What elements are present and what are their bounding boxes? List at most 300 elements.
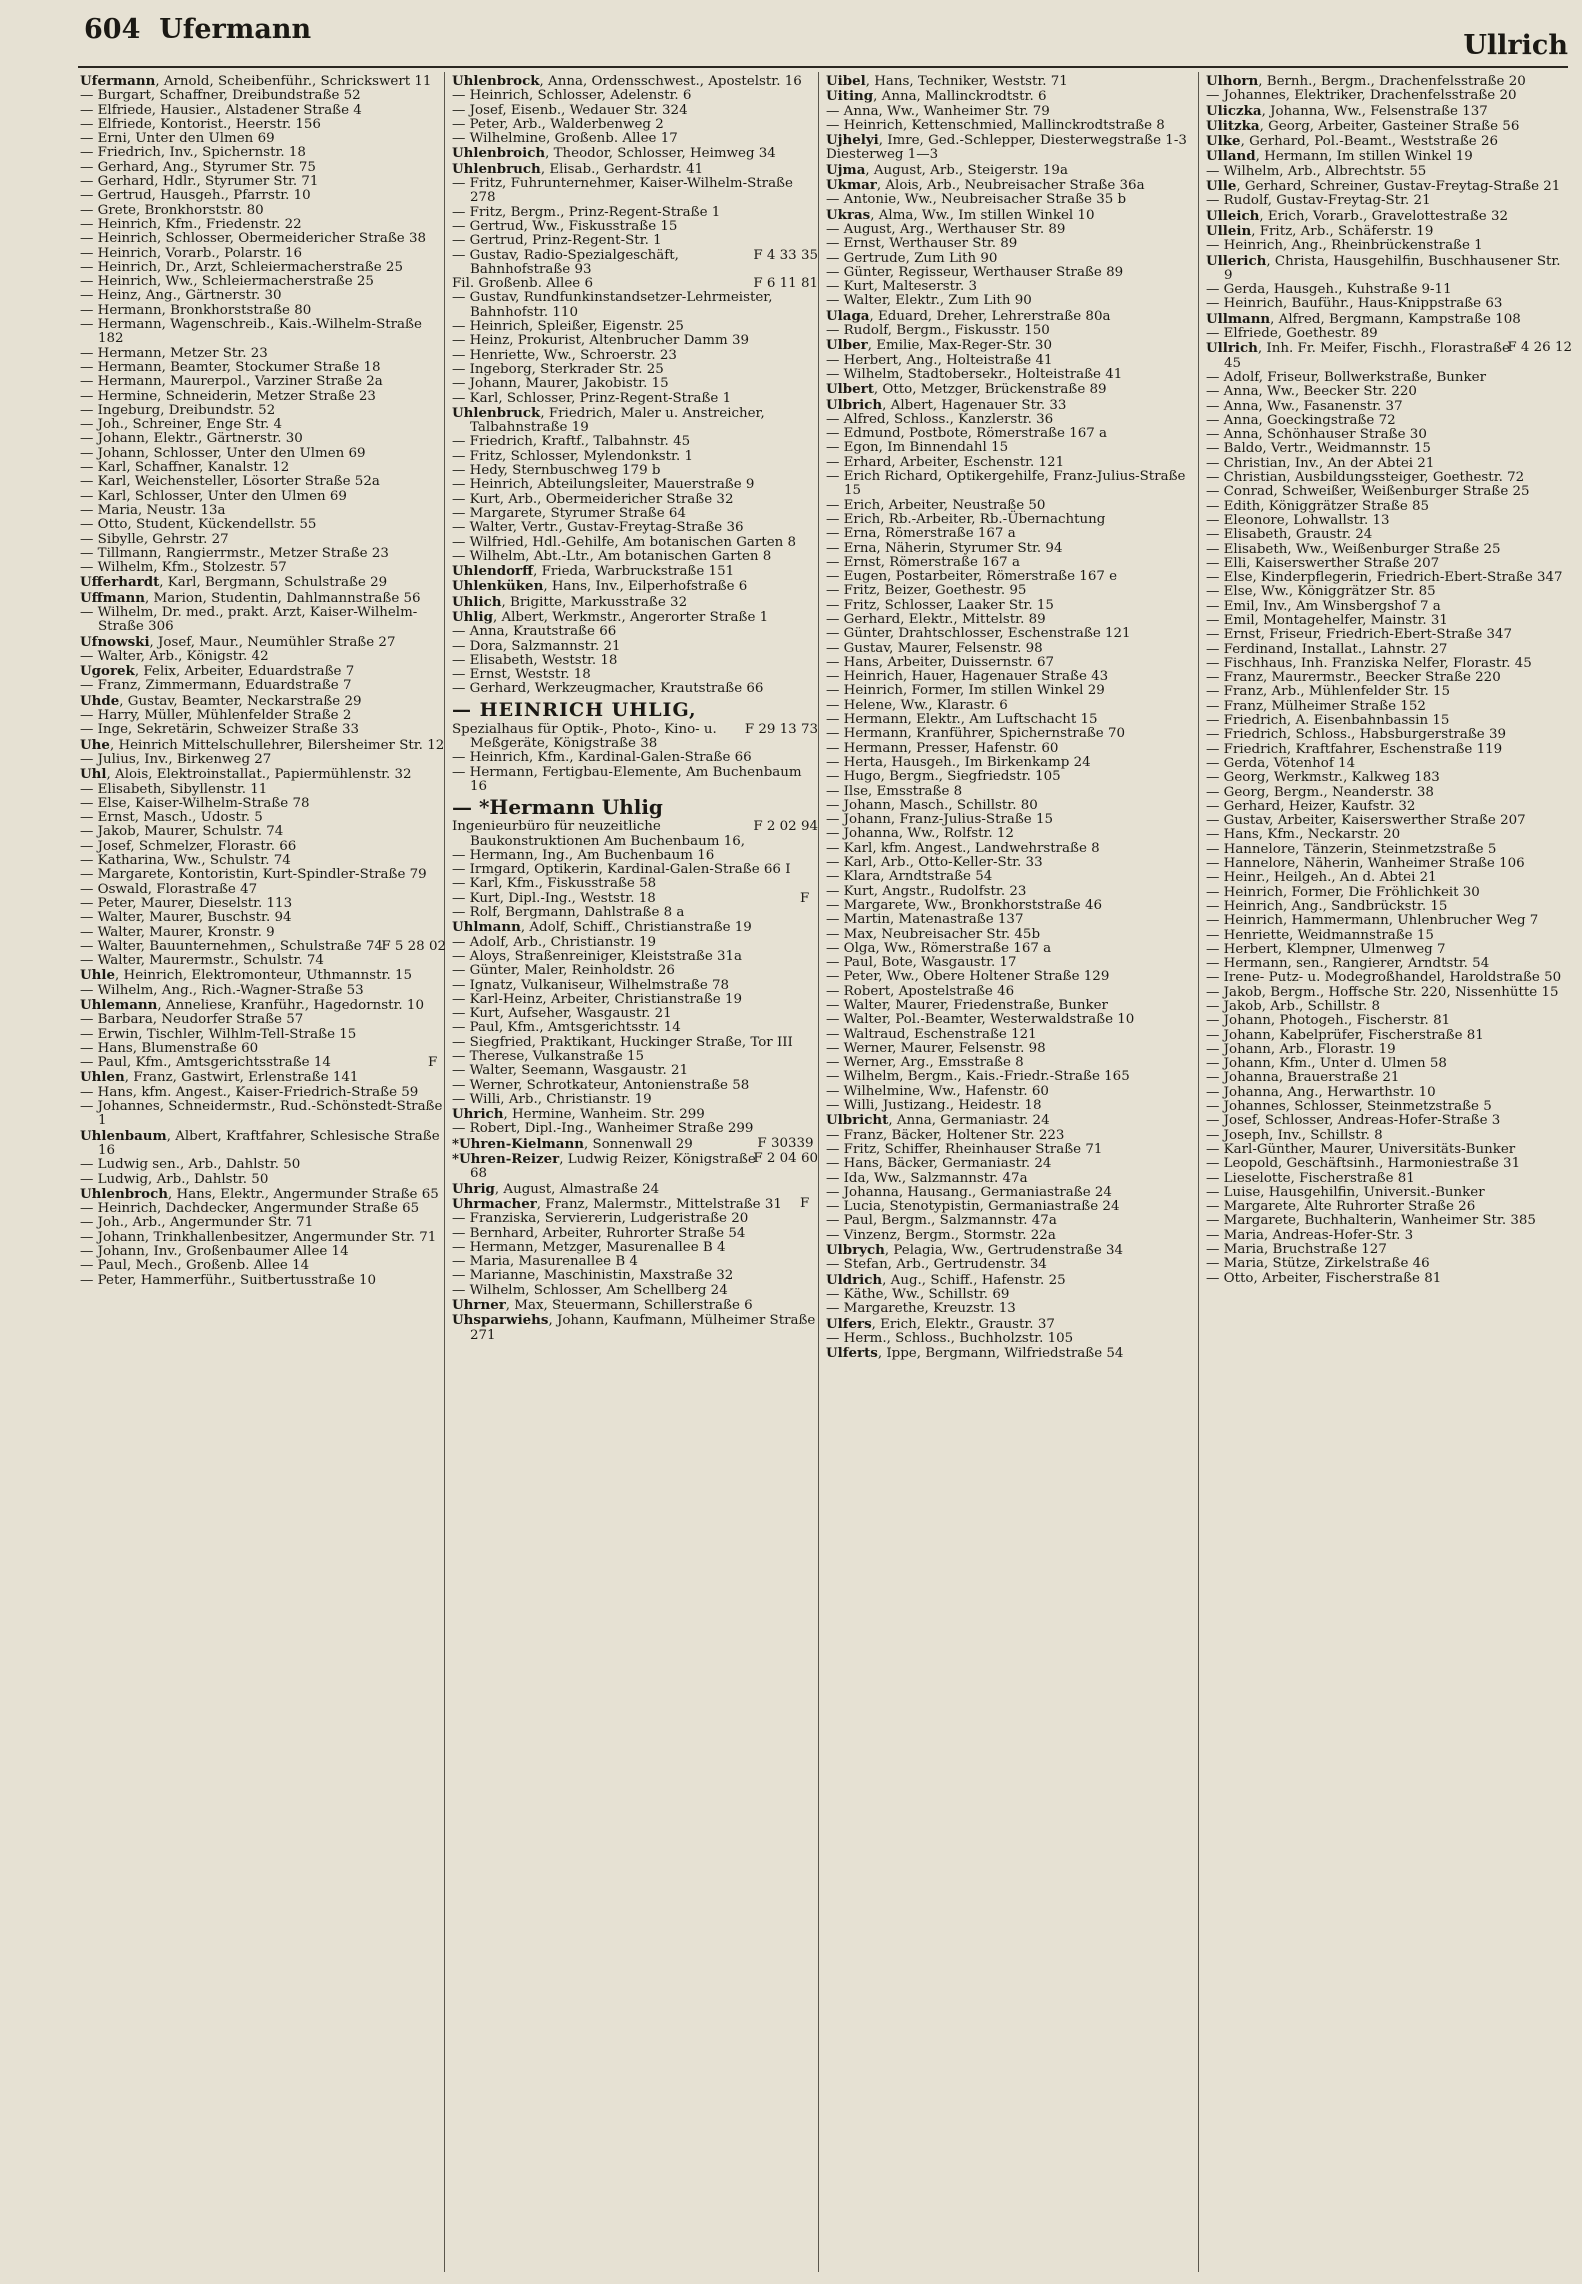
directory-entry bbox=[826, 456, 1192, 470]
directory-entry bbox=[80, 797, 446, 811]
entry-text: — Heinrich, Vorarb., Polarstr. 16 bbox=[80, 245, 303, 261]
directory-entry bbox=[452, 1227, 818, 1241]
directory-entry bbox=[80, 1173, 446, 1187]
directory-entry bbox=[452, 162, 818, 177]
column-4 bbox=[1206, 74, 1572, 2284]
phone-number: F 30339 bbox=[757, 1135, 814, 1151]
surname: Uiting bbox=[826, 88, 874, 105]
directory-entry bbox=[1206, 871, 1572, 885]
directory-entry bbox=[452, 993, 818, 1007]
directory-entry bbox=[1206, 543, 1572, 557]
entry-text: — Gerhard, Werkzeugmacher, Krautstraße 66 bbox=[452, 681, 764, 697]
entry-text: — Karl-Günther, Maurer, Universitäts-Bunker bbox=[1206, 1141, 1516, 1157]
entry-text: — Karl, Schlosser, Prinz-Regent-Straße 1 bbox=[452, 390, 732, 406]
directory-entry bbox=[452, 1036, 818, 1050]
directory-entry bbox=[1206, 414, 1572, 428]
directory-entry bbox=[826, 684, 1192, 698]
entry-text: — Kurt, Aufseher, Wasgaustr. 21 bbox=[452, 1006, 672, 1022]
entry-text: — Edith, Königgrätzer Straße 85 bbox=[1206, 498, 1430, 514]
entry-text: — Luise, Hausgehilfin, Universit.-Bunker bbox=[1206, 1184, 1485, 1200]
directory-entry bbox=[80, 375, 446, 389]
directory-entry bbox=[1206, 1129, 1572, 1143]
directory-entry bbox=[80, 911, 446, 925]
surname: Ulitzka bbox=[1206, 117, 1260, 134]
entry-text: — Vinzenz, Bergm., Stormstr. 22a bbox=[826, 1227, 1056, 1243]
entry-text: — Gerda, Hausgeh., Kuhstraße 9-11 bbox=[1206, 282, 1452, 298]
directory-entry bbox=[80, 650, 446, 664]
directory-entry bbox=[80, 1259, 446, 1273]
entry-text: — Otto, Arbeiter, Fischerstraße 81 bbox=[1206, 1270, 1442, 1286]
directory-entry bbox=[826, 1346, 1192, 1361]
directory-entry bbox=[826, 527, 1192, 541]
directory-entry bbox=[452, 723, 818, 752]
entry-text: — Paul, Kfm., Amtsgerichtsstr. 14 bbox=[452, 1020, 681, 1036]
directory-entry bbox=[452, 220, 818, 234]
entry-text: — Gustav, Arbeiter, Kaiserswerther Straße 207 bbox=[1206, 813, 1526, 829]
directory-entry bbox=[826, 913, 1192, 927]
directory-entry bbox=[80, 954, 446, 968]
entry-text: Uhlmann, Adolf, Schiff., Christianstraße 19 bbox=[452, 919, 752, 936]
directory-entry bbox=[1206, 685, 1572, 699]
entry-text: — Therese, Vulkanstraße 15 bbox=[452, 1049, 645, 1064]
directory-entry bbox=[1206, 312, 1572, 327]
entry-text: — *Hermann Uhlig bbox=[452, 795, 663, 820]
directory-entry bbox=[1206, 457, 1572, 471]
directory-entry bbox=[452, 863, 818, 877]
directory-entry bbox=[452, 849, 818, 863]
directory-entry bbox=[1206, 957, 1572, 971]
directory-entry bbox=[826, 627, 1192, 641]
directory-entry bbox=[452, 74, 818, 89]
directory-entry bbox=[826, 556, 1192, 570]
directory-entry bbox=[1206, 557, 1572, 571]
directory-entry bbox=[1206, 74, 1572, 89]
directory-entry bbox=[452, 1021, 818, 1035]
entry-text: — Elfriede, Goethestr. 89 bbox=[1206, 326, 1378, 342]
entry-text: — Johanna, Hausang., Germaniastraße 24 bbox=[826, 1184, 1112, 1200]
entry-text: — Emil, Inv., Am Winsbergshof 7 a bbox=[1206, 598, 1441, 614]
entry-text: — Margarete, Styrumer Straße 64 bbox=[452, 505, 686, 521]
entry-text: — Ernst, Werthauser Str. 89 bbox=[826, 236, 1018, 252]
entry-text: — Gerda, Vötenhof 14 bbox=[1206, 755, 1356, 771]
entry-text: — Elli, Kaiserswerther Straße 207 bbox=[1206, 555, 1440, 571]
directory-entry bbox=[80, 679, 446, 693]
directory-entry bbox=[826, 105, 1192, 119]
directory-entry bbox=[1206, 179, 1572, 194]
surname: Ulleich bbox=[1206, 207, 1260, 224]
entry-text: — Gustav, Rundfunkinstandsetzer-Lehrmeister, Bahnhofstr. 110 bbox=[452, 290, 773, 320]
surname: Uhlenküken bbox=[452, 578, 544, 595]
entry-text: — Gertrud, Hausgeh., Pfarrstr. 10 bbox=[80, 188, 311, 204]
entry-text: — Bernhard, Arbeiter, Ruhrorter Straße 54 bbox=[452, 1225, 746, 1241]
directory-entry bbox=[1206, 571, 1572, 585]
directory-entry bbox=[452, 964, 818, 978]
directory-entry bbox=[452, 206, 818, 220]
directory-entry bbox=[80, 547, 446, 561]
entry-text: — Kurt, Angstr., Rudolfstr. 23 bbox=[826, 883, 1027, 899]
surname: Uhlenbroich bbox=[452, 145, 546, 162]
entry-text: — Walter, Seemann, Wasgaustr. 21 bbox=[452, 1063, 689, 1079]
entry-text: — HEINRICH UHLIG, bbox=[452, 698, 697, 721]
surname: Ulfers bbox=[826, 1315, 872, 1332]
directory-entry bbox=[452, 936, 818, 950]
entry-text: *Uhren-Reizer, Ludwig Reizer, Königstraße 68 bbox=[452, 1151, 756, 1182]
directory-entry bbox=[452, 682, 818, 696]
entry-text: Uhlich, Brigitte, Markusstraße 32 bbox=[452, 593, 688, 610]
entry-text: — Fritz, Schlosser, Laaker Str. 15 bbox=[826, 597, 1054, 613]
directory-entry bbox=[1206, 89, 1572, 103]
entry-text: — Barbara, Neudorfer Straße 57 bbox=[80, 1012, 304, 1028]
directory-entry bbox=[1206, 1000, 1572, 1014]
surname: Ulke bbox=[1206, 133, 1241, 150]
directory-entry bbox=[452, 493, 818, 507]
directory-entry bbox=[1206, 771, 1572, 785]
entry-text: — Paul, Bote, Wasgaustr. 17 bbox=[826, 955, 1017, 971]
directory-entry bbox=[452, 579, 818, 594]
directory-entry bbox=[1206, 1200, 1572, 1214]
directory-entry bbox=[1206, 500, 1572, 514]
directory-entry bbox=[826, 799, 1192, 813]
entry-text: — Gerhard, Heizer, Kaufstr. 32 bbox=[1206, 798, 1416, 814]
directory-entry bbox=[826, 89, 1192, 104]
directory-entry bbox=[826, 1332, 1192, 1346]
entry-text: — Fritz, Beizer, Goethestr. 95 bbox=[826, 583, 1027, 599]
entry-text: — Wilhelm, Bergm., Kais.-Friedr.-Straße 165 bbox=[826, 1069, 1130, 1085]
directory-entry bbox=[826, 613, 1192, 627]
entry-text: — Sibylle, Gehrstr. 27 bbox=[80, 531, 229, 547]
entry-text: — Hermann, Bronkhorststraße 80 bbox=[80, 302, 312, 318]
directory-entry bbox=[826, 742, 1192, 756]
directory-entry bbox=[452, 1212, 818, 1226]
directory-entry bbox=[80, 461, 446, 475]
entry-text: — Gertrud, Ww., Fiskusstraße 15 bbox=[452, 218, 678, 234]
directory-entry bbox=[80, 347, 446, 361]
surname: Ulle bbox=[1206, 178, 1237, 195]
directory-entry bbox=[826, 870, 1192, 884]
entry-text: — Ernst, Friseur, Friedrich-Ebert-Straße 347 bbox=[1206, 627, 1513, 643]
entry-text: Uldrich, Aug., Schiff., Hafenstr. 25 bbox=[826, 1271, 1066, 1288]
entry-text: Ulke, Gerhard, Pol.-Beamt., Weststraße 26 bbox=[1206, 133, 1499, 150]
entry-text: — Johann, Trinkhallenbesitzer, Angermunder Str. 71 bbox=[80, 1229, 437, 1245]
directory-entry bbox=[1206, 857, 1572, 871]
entry-text: — Gertrud, Prinz-Regent-Str. 1 bbox=[452, 233, 662, 249]
directory-entry bbox=[452, 550, 818, 564]
directory-entry bbox=[80, 432, 446, 446]
directory-entry bbox=[452, 1007, 818, 1021]
directory-entry bbox=[1206, 929, 1572, 943]
entry-text: — Ingeborg, Sterkrader Str. 25 bbox=[452, 361, 664, 377]
entry-text: — Walter, Elektr., Zum Lith 90 bbox=[826, 293, 1032, 309]
entry-text: — Karl, Schaffner, Kanalstr. 12 bbox=[80, 460, 290, 476]
directory-entry bbox=[80, 1231, 446, 1245]
entry-text: — August, Arg., Werthauser Str. 89 bbox=[826, 221, 1066, 237]
entry-text: — Max, Neubreisacher Str. 45b bbox=[826, 926, 1041, 942]
directory-entry bbox=[1206, 914, 1572, 928]
directory-entry bbox=[1206, 900, 1572, 914]
directory-entry bbox=[1206, 327, 1572, 341]
entry-text: — Alfred, Schloss., Kanzlerstr. 36 bbox=[826, 411, 1054, 427]
directory-entry bbox=[80, 723, 446, 737]
directory-entry bbox=[80, 664, 446, 679]
directory-entry bbox=[80, 118, 446, 132]
directory-entry bbox=[80, 783, 446, 797]
directory-entry bbox=[452, 1241, 818, 1255]
entry-text: — Stefan, Arb., Gertrudenstr. 34 bbox=[826, 1257, 1047, 1273]
entry-text: — Oswald, Florastraße 47 bbox=[80, 881, 258, 897]
entry-text: — Elisabeth, Ww., Weißenburger Straße 25 bbox=[1206, 541, 1501, 557]
directory-entry bbox=[1206, 800, 1572, 814]
directory-entry bbox=[826, 956, 1192, 970]
page-header-left bbox=[84, 14, 311, 45]
directory-entry bbox=[80, 275, 446, 289]
surname: Ulhorn bbox=[1206, 74, 1259, 89]
entry-text: — Kurt, Malteserstr. 3 bbox=[826, 279, 977, 295]
directory-entry bbox=[80, 289, 446, 303]
entry-text: Spezialhaus für Optik-, Photo-, Kino- u. Meßgeräte, Königstraße 38 bbox=[452, 721, 717, 752]
directory-entry bbox=[80, 504, 446, 518]
entry-text: — Emil, Montagehelfer, Mainstr. 31 bbox=[1206, 612, 1448, 628]
entry-text: — Werner, Maurer, Felsenstr. 98 bbox=[826, 1040, 1046, 1056]
directory-entry bbox=[826, 1172, 1192, 1186]
directory-entry bbox=[452, 464, 818, 478]
entry-text: Ukras, Alma, Ww., Im stillen Winkel 10 bbox=[826, 206, 1095, 223]
entry-text: — Kurt, Dipl.-Ing., Weststr. 18 bbox=[452, 890, 656, 906]
surname: Uliczka bbox=[1206, 102, 1262, 119]
directory-entry bbox=[1206, 194, 1572, 208]
surname: Uhlenbruch bbox=[452, 160, 541, 177]
entry-text: — Wilhelm, Dr. med., prakt. Arzt, Kaiser-Wilhelm-Straße 306 bbox=[80, 604, 418, 635]
entry-text: — Heinrich, Abteilungsleiter, Mauerstraße 9 bbox=[452, 477, 755, 493]
directory-entry bbox=[80, 261, 446, 275]
entry-text: — Karl, Weichensteller, Lösorter Straße 52a bbox=[80, 474, 380, 490]
directory-entry bbox=[80, 490, 446, 504]
entry-text: — Hermann, Kranführer, Spichernstraße 70 bbox=[826, 726, 1125, 742]
entry-text: — Erich Richard, Optikergehilfe, Franz-Julius-Straße 15 bbox=[826, 469, 1186, 499]
directory-entry bbox=[826, 223, 1192, 237]
directory-entry bbox=[80, 404, 446, 418]
surname: Ujma bbox=[826, 161, 866, 178]
directory-entry bbox=[1206, 700, 1572, 714]
entry-text: Ugorek, Felix, Arbeiter, Eduardstraße 7 bbox=[80, 663, 355, 680]
directory-entry bbox=[80, 132, 446, 146]
entry-text: — Josef, Schlosser, Andreas-Hofer-Straße 3 bbox=[1206, 1113, 1501, 1129]
directory-entry bbox=[826, 324, 1192, 338]
entry-text: — Harry, Müller, Mühlenfelder Straße 2 bbox=[80, 708, 352, 724]
directory-entry bbox=[1206, 165, 1572, 179]
directory-entry bbox=[1206, 1114, 1572, 1128]
phone-number: F 4 33 35 bbox=[753, 247, 818, 263]
entry-text: — Elfriede, Hausier., Alstadener Straße 4 bbox=[80, 102, 362, 118]
entry-text: — Hermann, Wagenschreib., Kais.-Wilhelm-Straße 182 bbox=[80, 317, 422, 347]
directory-entry bbox=[80, 74, 446, 89]
entry-text: Uhlendorff, Frieda, Warbruckstraße 151 bbox=[452, 563, 735, 580]
entry-text: — Johann, Elektr., Gärtnerstr. 30 bbox=[80, 431, 303, 447]
directory-entry bbox=[80, 104, 446, 118]
directory-entry bbox=[80, 709, 446, 723]
entry-text: Uhlemann, Anneliese, Kranführ., Hagedornstr. 10 bbox=[80, 997, 424, 1013]
surname: Ufnowski bbox=[80, 633, 150, 650]
entry-text: — Lucia, Stenotypistin, Germaniastraße 24 bbox=[826, 1199, 1120, 1215]
directory-entry bbox=[452, 1313, 818, 1343]
entry-text: Ulber, Emilie, Max-Reger-Str. 30 bbox=[826, 337, 1052, 354]
entry-text: — Franziska, Serviererin, Ludgeristraße 20 bbox=[452, 1211, 749, 1227]
directory-entry bbox=[826, 427, 1192, 441]
directory-entry bbox=[826, 699, 1192, 713]
directory-entry bbox=[452, 521, 818, 535]
directory-entry bbox=[1206, 657, 1572, 671]
directory-entry bbox=[1206, 104, 1572, 119]
directory-entry bbox=[826, 309, 1192, 324]
directory-entry bbox=[80, 204, 446, 218]
entry-text: — Adolf, Friseur, Bollwerkstraße, Bunker bbox=[1206, 369, 1486, 385]
entry-text: — Anna, Ww., Wanheimer Str. 79 bbox=[826, 103, 1050, 119]
directory-entry bbox=[826, 813, 1192, 827]
entry-text: — Aloys, Straßenreiniger, Kleiststraße 31a bbox=[452, 948, 743, 964]
directory-entry bbox=[452, 920, 818, 935]
entry-text: — Eleonore, Lohwallstr. 13 bbox=[1206, 512, 1390, 528]
surname: Uhlmann bbox=[452, 919, 521, 936]
entry-text: — Edmund, Postbote, Römerstraße 167 a bbox=[826, 426, 1107, 442]
entry-text: — Hermann, Metzger, Masurenallee B 4 bbox=[452, 1239, 726, 1255]
surname: Ufferhardt bbox=[80, 574, 160, 591]
entry-text: — Franz, Maurermstr., Beecker Straße 220 bbox=[1206, 670, 1501, 686]
directory-entry bbox=[826, 584, 1192, 598]
surname: Uhrig bbox=[452, 1180, 495, 1197]
surname: Ulber bbox=[826, 337, 868, 354]
entry-text: *Uhren-Kielmann, Sonnenwall 29 bbox=[452, 1135, 693, 1152]
entry-text: Ullmann, Alfred, Bergmann, Kampstraße 108 bbox=[1206, 310, 1521, 327]
entry-text: — Johann, Franz-Julius-Straße 15 bbox=[826, 812, 1054, 828]
directory-entry bbox=[80, 447, 446, 461]
surname: Ulbrych bbox=[826, 1242, 885, 1259]
entry-text: Uhlenbruch, Elisab., Gerhardstr. 41 bbox=[452, 160, 704, 177]
entry-text: — Heinrich, Ang., Rheinbrückenstraße 1 bbox=[1206, 238, 1483, 254]
directory-entry bbox=[826, 1258, 1192, 1272]
directory-entry bbox=[452, 1255, 818, 1269]
entry-text: — Irene- Putz- u. Modegroßhandel, Haroldstraße 50 bbox=[1206, 970, 1562, 986]
entry-text: — Karl, kfm. Angest., Landwehrstraße 8 bbox=[826, 840, 1100, 856]
surname: Uhlenbrock bbox=[452, 74, 540, 89]
entry-text: — Franz, Arb., Mühlenfelder Str. 15 bbox=[1206, 684, 1451, 700]
entry-text: Uhlen, Franz, Gastwirt, Erlenstraße 141 bbox=[80, 1069, 359, 1086]
directory-entry bbox=[826, 499, 1192, 513]
entry-text: — Josef, Schmelzer, Florastr. 66 bbox=[80, 838, 297, 854]
entry-text: — Peter, Hammerführ., Suitbertusstraße 10 bbox=[80, 1272, 377, 1288]
entry-text: — Josef, Eisenb., Wedauer Str. 324 bbox=[452, 102, 688, 118]
entry-text: — Marianne, Maschinistin, Maxstraße 32 bbox=[452, 1268, 734, 1284]
entry-text: Ulhorn, Bernh., Bergm., Drachenfelsstraße 20 bbox=[1206, 74, 1526, 89]
entry-text: — Johann, Masch., Schillstr. 80 bbox=[826, 797, 1038, 813]
directory-entry bbox=[1206, 614, 1572, 628]
directory-entry bbox=[826, 1157, 1192, 1171]
entry-text: Ulbrich, Albert, Hagenauer Str. 33 bbox=[826, 396, 1067, 413]
directory-entry bbox=[1206, 628, 1572, 642]
entry-text: — Hans, Blumenstraße 60 bbox=[80, 1040, 259, 1056]
surname: Ulferts bbox=[826, 1345, 878, 1362]
entry-text: — Joh., Arb., Angermunder Str. 71 bbox=[80, 1215, 314, 1231]
directory-entry bbox=[452, 104, 818, 118]
entry-text: — Tillmann, Rangierrmstr., Metzer Straße 23 bbox=[80, 545, 389, 561]
entry-text: — Johann, Arb., Florastr. 19 bbox=[1206, 1041, 1396, 1057]
directory-entry bbox=[452, 146, 818, 161]
surname: Ullerich bbox=[1206, 252, 1267, 269]
entry-text: — Franz, Zimmermann, Eduardstraße 7 bbox=[80, 678, 352, 694]
directory-entry bbox=[80, 767, 446, 782]
directory-entry bbox=[1206, 1172, 1572, 1186]
directory-entry bbox=[1206, 371, 1572, 385]
entry-text: — Jakob, Arb., Schillstr. 8 bbox=[1206, 999, 1381, 1014]
entry-text: — Siegfried, Praktikant, Huckinger Straße, Tor III bbox=[452, 1034, 793, 1050]
entry-text: Ufermann, Arnold, Scheibenführ., Schrickswert 11 bbox=[80, 74, 432, 89]
surname: Uldrich bbox=[826, 1271, 883, 1288]
directory-entry bbox=[826, 163, 1192, 178]
directory-entry bbox=[452, 349, 818, 363]
directory-entry bbox=[80, 840, 446, 854]
entry-text: — Heinrich, Former, Die Fröhlichkeit 30 bbox=[1206, 884, 1480, 900]
directory-entry bbox=[826, 208, 1192, 223]
entry-text: — Maria, Andreas-Hofer-Str. 3 bbox=[1206, 1227, 1414, 1243]
entry-text: — Ernst, Römerstraße 167 a bbox=[826, 554, 1020, 570]
directory-entry bbox=[452, 450, 818, 464]
entry-text: — Heinrich, Ww., Schleiermacherstraße 25 bbox=[80, 274, 374, 290]
directory-entry bbox=[80, 304, 446, 318]
directory-entry bbox=[80, 232, 446, 246]
entry-text: Uhrich, Hermine, Wanheim. Str. 299 bbox=[452, 1106, 705, 1123]
entry-text: — Margarete, Buchhalterin, Wanheimer Str. 385 bbox=[1206, 1213, 1536, 1229]
entry-text: — Irmgard, Optikerin, Kardinal-Galen-Straße 66 I bbox=[452, 862, 791, 878]
directory-entry bbox=[826, 237, 1192, 251]
entry-text: — Grete, Bronkhorststr. 80 bbox=[80, 202, 264, 218]
entry-text: — Walter, Maurer, Kronstr. 9 bbox=[80, 924, 275, 940]
directory-entry bbox=[1206, 1157, 1572, 1171]
entry-text: — Otto, Student, Kückendellstr. 55 bbox=[80, 517, 317, 533]
directory-entry bbox=[826, 398, 1192, 413]
entry-text: — Wilhelm, Arb., Albrechtstr. 55 bbox=[1206, 163, 1427, 179]
entry-text: Uhde, Gustav, Beamter, Neckarstraße 29 bbox=[80, 692, 362, 709]
surname: Uhlig bbox=[452, 608, 493, 625]
entry-text: — Conrad, Schweißer, Weißenburger Straße 25 bbox=[1206, 484, 1530, 500]
directory-entry bbox=[826, 1028, 1192, 1042]
entry-text: Uhle, Heinrich, Elektromonteur, Uthmannstr. 15 bbox=[80, 967, 413, 984]
directory-entry bbox=[1206, 400, 1572, 414]
directory-entry bbox=[826, 1317, 1192, 1332]
directory-entry bbox=[1206, 1214, 1572, 1228]
directory-entry bbox=[1206, 714, 1572, 728]
entry-text: — Günter, Regisseur, Werthauser Straße 89 bbox=[826, 264, 1124, 280]
surname: Ulbert bbox=[826, 381, 874, 398]
surname: Ullein bbox=[1206, 222, 1252, 239]
entry-text: — Anna, Ww., Fasanenstr. 37 bbox=[1206, 398, 1403, 414]
directory-entry bbox=[1206, 134, 1572, 149]
directory-entry bbox=[452, 979, 818, 993]
entry-text: — Willi, Arb., Christianstr. 19 bbox=[452, 1091, 652, 1107]
directory-entry bbox=[1206, 1186, 1572, 1200]
entry-text: — Wilhelm, Stadtobersekr., Holteistraße 41 bbox=[826, 366, 1123, 382]
directory-entry bbox=[1206, 341, 1572, 371]
entry-text: — Margarete, Ww., Bronkhorststraße 46 bbox=[826, 897, 1103, 913]
directory-entry bbox=[826, 441, 1192, 455]
directory-entry bbox=[452, 1269, 818, 1283]
entry-text: — Friedrich, Schloss., Habsburgerstraße 39 bbox=[1206, 727, 1506, 743]
entry-text: — Heinrich, Dachdecker, Angermunder Straße 65 bbox=[80, 1201, 420, 1217]
entry-text: — Else, Kaiser-Wilhelm-Straße 78 bbox=[80, 795, 310, 811]
directory-entry bbox=[826, 266, 1192, 280]
entry-text: Ullrich, Inh. Fr. Meifer, Fischh., Florastraße 45 bbox=[1206, 340, 1510, 371]
directory-entry bbox=[452, 654, 818, 668]
directory-entry bbox=[826, 148, 1192, 162]
entry-text: — Hans, Bäcker, Germaniastr. 24 bbox=[826, 1156, 1052, 1172]
entry-text: Ujma, August, Arb., Steigerstr. 19a bbox=[826, 161, 1068, 178]
